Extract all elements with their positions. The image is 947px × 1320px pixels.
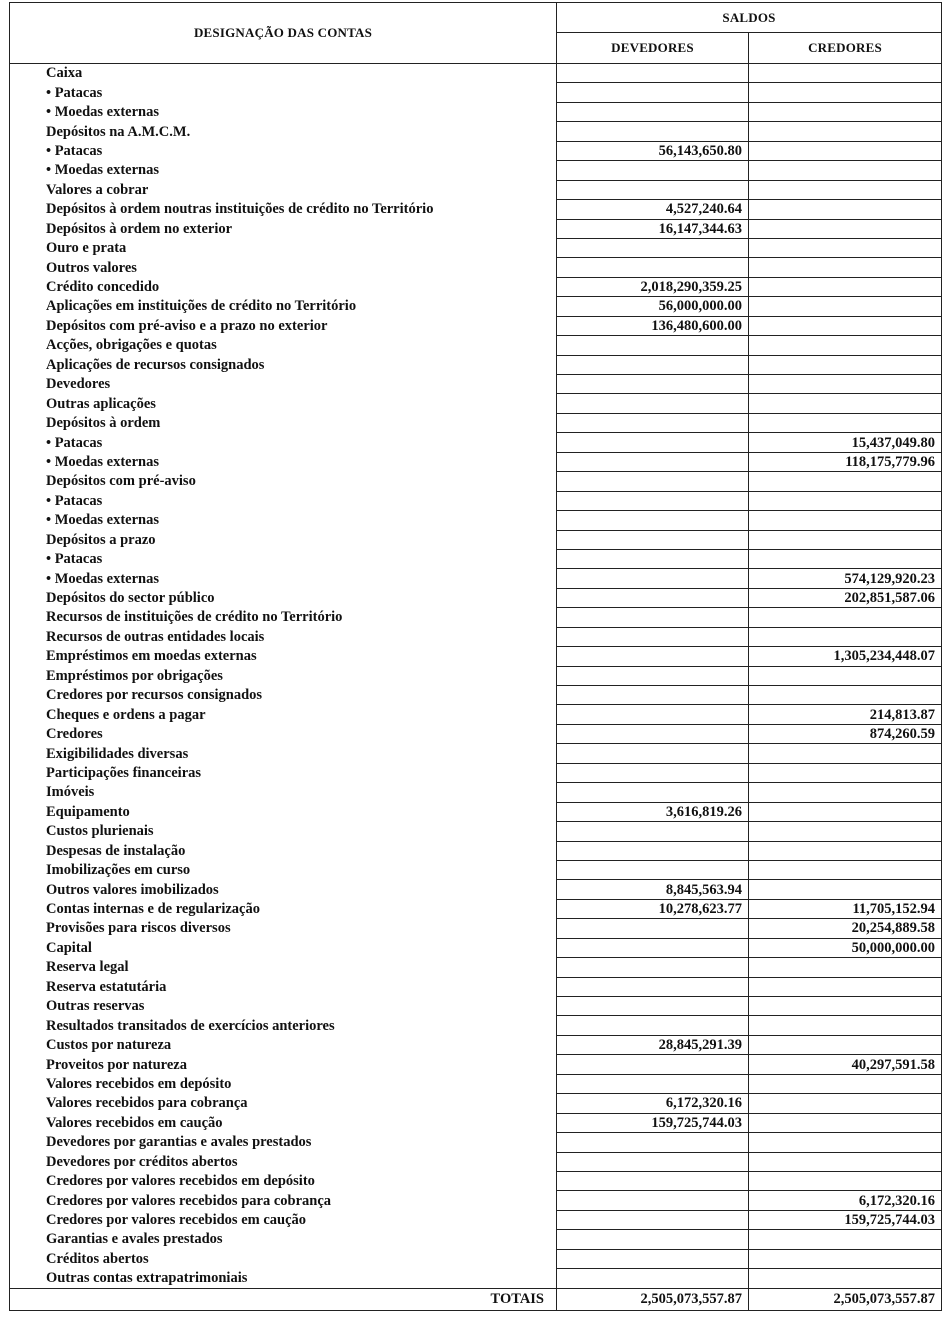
- credit-balance: 874,260.59: [749, 724, 942, 743]
- credit-balance: [749, 783, 942, 802]
- credit-balance: [749, 1171, 942, 1190]
- account-name: Acções, obrigações e quotas: [10, 336, 557, 355]
- credit-balance: [749, 180, 942, 199]
- debit-balance: [557, 627, 749, 646]
- credit-balance: [749, 686, 942, 705]
- account-name: Aplicações de recursos consignados: [10, 355, 557, 374]
- table-row: [10, 122, 942, 141]
- debit-balance: 8,845,563.94: [557, 880, 749, 899]
- credit-balance: 11,705,152.94: [749, 899, 942, 918]
- debit-balance: [557, 1016, 749, 1035]
- debit-balance: [557, 64, 749, 83]
- debit-balance: [557, 238, 749, 257]
- debit-balance: [557, 783, 749, 802]
- credit-balance: [749, 841, 942, 860]
- debit-balance: [557, 1152, 749, 1171]
- credit-balance: [749, 627, 942, 646]
- account-name: Credores por valores recebidos em caução: [10, 1210, 557, 1229]
- account-name: • Moedas externas: [10, 161, 557, 180]
- table-row: [10, 860, 942, 879]
- debit-balance: [557, 83, 749, 102]
- account-name: Participações financeiras: [10, 763, 557, 782]
- debit-balance: [557, 997, 749, 1016]
- accounts-balance-table: [9, 2, 942, 1311]
- credit-balance: [749, 1269, 942, 1288]
- credit-balance: [749, 511, 942, 530]
- debit-balance: [557, 977, 749, 996]
- credit-balance: [749, 316, 942, 335]
- account-name: Custos plurienais: [10, 822, 557, 841]
- debit-balance: [557, 822, 749, 841]
- credit-balance: 1,305,234,448.07: [749, 647, 942, 666]
- account-name: Valores recebidos em caução: [10, 1113, 557, 1132]
- credit-balance: [749, 491, 942, 510]
- credit-balance: 20,254,889.58: [749, 919, 942, 938]
- table-row: [10, 783, 942, 802]
- account-name: • Patacas: [10, 141, 557, 160]
- account-name: • Moedas externas: [10, 569, 557, 588]
- table-row: [10, 258, 942, 277]
- account-name: Depósitos do sector público: [10, 588, 557, 607]
- table-row: [10, 1191, 942, 1210]
- debit-balance: [557, 433, 749, 452]
- debit-balance: [557, 355, 749, 374]
- account-name: Aplicações em instituições de crédito no Território: [10, 297, 557, 316]
- debit-balance: [557, 491, 749, 510]
- account-name: • Patacas: [10, 491, 557, 510]
- debit-balance: 4,527,240.64: [557, 200, 749, 219]
- debit-balance: 136,480,600.00: [557, 316, 749, 335]
- table-row: [10, 355, 942, 374]
- account-name: Credores por recursos consignados: [10, 686, 557, 705]
- debit-balance: 56,143,650.80: [557, 141, 749, 160]
- table-row: [10, 1113, 942, 1132]
- debit-balance: [557, 919, 749, 938]
- table-row: [10, 238, 942, 257]
- credit-balance: 574,129,920.23: [749, 569, 942, 588]
- credit-balance: [749, 802, 942, 821]
- credit-balance: [749, 336, 942, 355]
- debit-balance: [557, 180, 749, 199]
- table-row: [10, 899, 942, 918]
- account-name: Depósitos à ordem noutras instituições de crédito no Território: [10, 200, 557, 219]
- credit-balance: [749, 1152, 942, 1171]
- account-name: Outras reservas: [10, 997, 557, 1016]
- table-row: [10, 64, 942, 83]
- debit-balance: 6,172,320.16: [557, 1094, 749, 1113]
- debit-balance: [557, 608, 749, 627]
- table-row: [10, 297, 942, 316]
- account-name: • Patacas: [10, 83, 557, 102]
- account-name: Provisões para riscos diversos: [10, 919, 557, 938]
- account-name: Exigibilidades diversas: [10, 744, 557, 763]
- debit-balance: 28,845,291.39: [557, 1035, 749, 1054]
- debit-balance: [557, 122, 749, 141]
- account-name: Ouro e prata: [10, 238, 557, 257]
- table-row: [10, 433, 942, 452]
- table-body: [10, 64, 942, 1289]
- credit-balance: [749, 200, 942, 219]
- table-row: [10, 336, 942, 355]
- debit-balance: [557, 588, 749, 607]
- credit-balance: [749, 102, 942, 121]
- credit-balance: [749, 297, 942, 316]
- credit-balance: [749, 608, 942, 627]
- table-row: [10, 569, 942, 588]
- table-row: [10, 1249, 942, 1268]
- table-row: [10, 413, 942, 432]
- credit-balance: 159,725,744.03: [749, 1210, 942, 1229]
- debit-balance: [557, 1191, 749, 1210]
- debit-balance: [557, 744, 749, 763]
- credit-balance: [749, 666, 942, 685]
- table-row: [10, 686, 942, 705]
- table-row: [10, 219, 942, 238]
- account-name: Capital: [10, 938, 557, 957]
- table-row: [10, 647, 942, 666]
- account-name: Crédito concedido: [10, 277, 557, 296]
- credit-balance: [749, 1035, 942, 1054]
- debit-balance: [557, 530, 749, 549]
- credit-balance: [749, 83, 942, 102]
- debit-balance: [557, 1269, 749, 1288]
- table-row: [10, 1152, 942, 1171]
- table-row: [10, 608, 942, 627]
- debit-balance: [557, 860, 749, 879]
- debit-balance: [557, 1171, 749, 1190]
- account-name: Recursos de instituições de crédito no Território: [10, 608, 557, 627]
- debit-balance: [557, 511, 749, 530]
- credit-balance: [749, 1094, 942, 1113]
- debit-balance: [557, 1133, 749, 1152]
- table-row: [10, 880, 942, 899]
- account-name: • Moedas externas: [10, 511, 557, 530]
- account-name: Proveitos por natureza: [10, 1055, 557, 1074]
- account-name: Devedores por garantias e avales prestados: [10, 1133, 557, 1152]
- credit-balance: 40,297,591.58: [749, 1055, 942, 1074]
- credit-balance: [749, 958, 942, 977]
- credit-balance: [749, 977, 942, 996]
- account-name: Valores recebidos em depósito: [10, 1074, 557, 1093]
- debit-balance: [557, 666, 749, 685]
- debit-balance: 3,616,819.26: [557, 802, 749, 821]
- credit-balance: [749, 238, 942, 257]
- header-accounts: DESIGNAÇÃO DAS CONTAS: [10, 3, 557, 64]
- table-row: [10, 161, 942, 180]
- account-name: Créditos abertos: [10, 1249, 557, 1268]
- totals-label: TOTAIS: [10, 1288, 557, 1310]
- table-row: [10, 1230, 942, 1249]
- account-name: Credores: [10, 724, 557, 743]
- account-name: Outros valores: [10, 258, 557, 277]
- table-row: [10, 1055, 942, 1074]
- table-row: [10, 588, 942, 607]
- debit-balance: [557, 1210, 749, 1229]
- account-name: • Moedas externas: [10, 452, 557, 471]
- account-name: Empréstimos em moedas externas: [10, 647, 557, 666]
- table-row: [10, 1210, 942, 1229]
- debit-balance: [557, 413, 749, 432]
- table-row: [10, 277, 942, 296]
- debit-balance: [557, 452, 749, 471]
- credit-balance: [749, 258, 942, 277]
- account-name: Depósitos a prazo: [10, 530, 557, 549]
- header-credit: CREDORES: [749, 33, 942, 64]
- totals-debit: 2,505,073,557.87: [557, 1288, 749, 1310]
- account-name: Imobilizações em curso: [10, 860, 557, 879]
- table-header: [10, 3, 942, 64]
- credit-balance: 15,437,049.80: [749, 433, 942, 452]
- account-name: Depósitos à ordem no exterior: [10, 219, 557, 238]
- table-row: [10, 802, 942, 821]
- table-row: [10, 919, 942, 938]
- debit-balance: 16,147,344.63: [557, 219, 749, 238]
- totals-credit: 2,505,073,557.87: [749, 1288, 942, 1310]
- debit-balance: [557, 161, 749, 180]
- debit-balance: [557, 841, 749, 860]
- table-row: [10, 452, 942, 471]
- debit-balance: [557, 763, 749, 782]
- credit-balance: [749, 219, 942, 238]
- table-row: [10, 1035, 942, 1054]
- debit-balance: [557, 958, 749, 977]
- debit-balance: [557, 102, 749, 121]
- table-row: [10, 141, 942, 160]
- credit-balance: [749, 1113, 942, 1132]
- account-name: Cheques e ordens a pagar: [10, 705, 557, 724]
- account-name: Caixa: [10, 64, 557, 83]
- credit-balance: [749, 375, 942, 394]
- credit-balance: [749, 860, 942, 879]
- credit-balance: 118,175,779.96: [749, 452, 942, 471]
- table-row: [10, 744, 942, 763]
- debit-balance: [557, 686, 749, 705]
- credit-balance: [749, 744, 942, 763]
- debit-balance: 159,725,744.03: [557, 1113, 749, 1132]
- account-name: Valores recebidos para cobrança: [10, 1094, 557, 1113]
- account-name: Contas internas e de regularização: [10, 899, 557, 918]
- account-name: Custos por natureza: [10, 1035, 557, 1054]
- account-name: Outros valores imobilizados: [10, 880, 557, 899]
- table-row: [10, 1133, 942, 1152]
- debit-balance: [557, 1074, 749, 1093]
- account-name: Valores a cobrar: [10, 180, 557, 199]
- table-row: [10, 394, 942, 413]
- account-name: Reserva legal: [10, 958, 557, 977]
- header-debit: DEVEDORES: [557, 33, 749, 64]
- credit-balance: [749, 141, 942, 160]
- account-name: Recursos de outras entidades locais: [10, 627, 557, 646]
- debit-balance: [557, 1249, 749, 1268]
- debit-balance: [557, 938, 749, 957]
- table-row: [10, 1171, 942, 1190]
- credit-balance: 50,000,000.00: [749, 938, 942, 957]
- account-name: Empréstimos por obrigações: [10, 666, 557, 685]
- account-name: Devedores por créditos abertos: [10, 1152, 557, 1171]
- account-name: Devedores: [10, 375, 557, 394]
- credit-balance: [749, 1016, 942, 1035]
- table-row: [10, 200, 942, 219]
- credit-balance: 214,813.87: [749, 705, 942, 724]
- table-row: [10, 841, 942, 860]
- credit-balance: [749, 530, 942, 549]
- credit-balance: [749, 394, 942, 413]
- credit-balance: [749, 997, 942, 1016]
- debit-balance: [557, 1230, 749, 1249]
- debit-balance: 2,018,290,359.25: [557, 277, 749, 296]
- account-name: Outras contas extrapatrimoniais: [10, 1269, 557, 1288]
- debit-balance: 10,278,623.77: [557, 899, 749, 918]
- account-name: Despesas de instalação: [10, 841, 557, 860]
- debit-balance: [557, 549, 749, 568]
- debit-balance: [557, 1055, 749, 1074]
- credit-balance: [749, 413, 942, 432]
- table-row: [10, 1269, 942, 1288]
- credit-balance: [749, 355, 942, 374]
- credit-balance: [749, 64, 942, 83]
- credit-balance: 6,172,320.16: [749, 1191, 942, 1210]
- credit-balance: [749, 1230, 942, 1249]
- table-row: [10, 530, 942, 549]
- account-name: • Patacas: [10, 549, 557, 568]
- credit-balance: [749, 1133, 942, 1152]
- table-row: [10, 1094, 942, 1113]
- table-footer: [10, 1288, 942, 1310]
- account-name: Credores por valores recebidos em depósito: [10, 1171, 557, 1190]
- table-row: [10, 83, 942, 102]
- table-row: [10, 102, 942, 121]
- account-name: Depósitos com pré-aviso e a prazo no exterior: [10, 316, 557, 335]
- credit-balance: [749, 1249, 942, 1268]
- table-row: [10, 549, 942, 568]
- account-name: Depósitos com pré-aviso: [10, 472, 557, 491]
- table-row: [10, 375, 942, 394]
- table-row: [10, 1016, 942, 1035]
- totals-row: [10, 1288, 942, 1310]
- debit-balance: [557, 724, 749, 743]
- debit-balance: [557, 472, 749, 491]
- credit-balance: [749, 763, 942, 782]
- debit-balance: [557, 394, 749, 413]
- table-row: [10, 958, 942, 977]
- account-name: Garantias e avales prestados: [10, 1230, 557, 1249]
- credit-balance: [749, 122, 942, 141]
- account-name: Depósitos à ordem: [10, 413, 557, 432]
- table-row: [10, 627, 942, 646]
- account-name: Credores por valores recebidos para cobrança: [10, 1191, 557, 1210]
- debit-balance: [557, 375, 749, 394]
- debit-balance: [557, 258, 749, 277]
- table-row: [10, 180, 942, 199]
- account-name: • Moedas externas: [10, 102, 557, 121]
- credit-balance: [749, 880, 942, 899]
- credit-balance: 202,851,587.06: [749, 588, 942, 607]
- table-row: [10, 511, 942, 530]
- table-row: [10, 977, 942, 996]
- table-row: [10, 666, 942, 685]
- balance-sheet: [9, 2, 942, 1311]
- table-row: [10, 316, 942, 335]
- header-balances: SALDOS: [557, 3, 942, 33]
- debit-balance: [557, 647, 749, 666]
- account-name: Reserva estatutária: [10, 977, 557, 996]
- credit-balance: [749, 822, 942, 841]
- table-row: [10, 997, 942, 1016]
- table-row: [10, 724, 942, 743]
- debit-balance: 56,000,000.00: [557, 297, 749, 316]
- table-row: [10, 938, 942, 957]
- account-name: Depósitos na A.M.C.M.: [10, 122, 557, 141]
- account-name: Equipamento: [10, 802, 557, 821]
- account-name: Outras aplicações: [10, 394, 557, 413]
- table-row: [10, 1074, 942, 1093]
- account-name: • Patacas: [10, 433, 557, 452]
- table-row: [10, 705, 942, 724]
- account-name: Imóveis: [10, 783, 557, 802]
- credit-balance: [749, 277, 942, 296]
- table-row: [10, 472, 942, 491]
- credit-balance: [749, 549, 942, 568]
- table-row: [10, 491, 942, 510]
- credit-balance: [749, 472, 942, 491]
- debit-balance: [557, 336, 749, 355]
- credit-balance: [749, 1074, 942, 1093]
- table-row: [10, 822, 942, 841]
- debit-balance: [557, 705, 749, 724]
- table-row: [10, 763, 942, 782]
- debit-balance: [557, 569, 749, 588]
- account-name: Resultados transitados de exercícios anteriores: [10, 1016, 557, 1035]
- credit-balance: [749, 161, 942, 180]
